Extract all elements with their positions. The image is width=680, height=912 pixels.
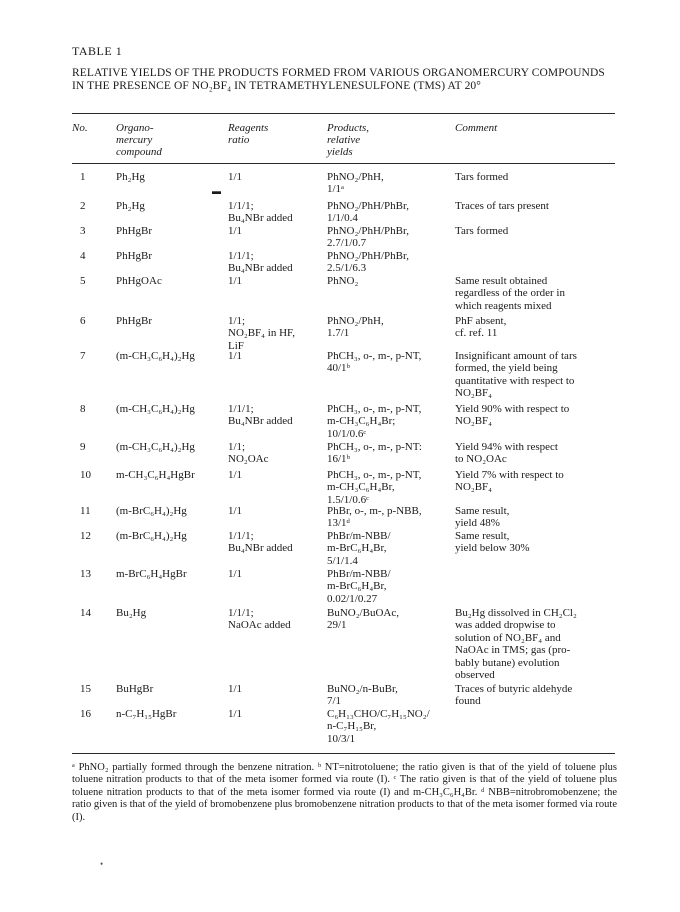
products-yields-cell: PhNO₂/PhH/PhBr, 2.5/1/6.3 (327, 250, 409, 275)
table-top-rule (72, 113, 615, 114)
comment-cell: Insignificant amount of tars formed, the yield being quantitative with respect to NO₂BF₄ (455, 350, 577, 400)
row-number-cell: 13 (80, 568, 91, 580)
comment-cell: Same result, yield below 30% (455, 530, 530, 555)
stray-dot: • (100, 859, 104, 869)
reagents-ratio-cell: 1/1/1; Bu₄NBr added (228, 530, 293, 555)
row-number-cell: 11 (80, 505, 91, 517)
products-yields-cell: PhCH₃, o-, m-, p-NT, m-CH₃C₆H₄Br, 1.5/1/0.6ᶜ (327, 469, 422, 506)
comment-cell: Bu₂Hg dissolved in CH₂Cl₂ was added dropwise to solution of NO₂BF₄ and NaOAc in TMS; gas (pro- bably butane) evolution observed (455, 607, 577, 682)
products-yields-cell: PhNO₂/PhH/PhBr, 1/1/0.4 (327, 200, 409, 225)
table-footnotes: ᵃ PhNO₂ partially formed through the benzene nitration. ᵇ NT=nitrotoluene; the ratio given is that of the yield of toluene plus toluene nitration products to that of the meta isomer formed via route (I). ᶜ The ratio given is that of the yield of toluene plus toluene nitration products to that of the meta isomer formed via route (I) and m-CH₃C₆H₄Br. ᵈ NBB=nitrobromobenzene; the ratio given is that of the yield of bromobenzene plus bromobenzene nitration products to that of the meta isomer formed via route (I). (72, 762, 617, 823)
row-number-cell: 3 (80, 225, 86, 237)
reagents-ratio-cell: 1/1/1; NaOAc added (228, 607, 291, 632)
header-products-relative-yields: Products, relative yields (327, 122, 370, 158)
reagents-ratio-cell: 1/1 (228, 708, 243, 720)
table-caption: RELATIVE YIELDS OF THE PRODUCTS FORMED FROM VARIOUS ORGANOMERCURY COMPOUNDS IN THE PRESENCE OF NO₂BF₄ IN TETRAMETHYLENESULFONE (TMS) AT 20° (72, 67, 605, 92)
comment-cell: Same result, yield 48% (455, 505, 510, 530)
products-yields-cell: PhBr, o-, m-, p-NBB, 13/1ᵈ (327, 505, 422, 530)
reagents-ratio-cell: 1/1/1; Bu₄NBr added (228, 250, 293, 275)
comment-cell: PhF absent, cf. ref. 11 (455, 315, 507, 340)
organomercury-compound-cell: (m-CH₃C₆H₄)₂Hg (116, 441, 195, 453)
row-number-cell: 16 (80, 708, 91, 720)
organomercury-compound-cell: (m-CH₃C₆H₄)₂Hg (116, 350, 195, 362)
organomercury-compound-cell: Ph₂Hg (116, 200, 145, 212)
row-number-cell: 7 (80, 350, 86, 362)
row-number-cell: 15 (80, 683, 91, 695)
products-yields-cell: PhCH₃, o-, m-, p-NT: 16/1ᵇ (327, 441, 422, 466)
header-reagents-ratio: Reagents ratio (228, 122, 269, 146)
reagents-ratio-cell: 1/1; NO₂OAc (228, 441, 269, 466)
row-number-cell: 4 (80, 250, 86, 262)
row-number-cell: 14 (80, 607, 91, 619)
products-yields-cell: PhNO₂/PhH/PhBr, 2.7/1/0.7 (327, 225, 409, 250)
header-bottom-rule (72, 163, 615, 164)
organomercury-compound-cell: m-CH₃C₆H₄HgBr (116, 469, 195, 481)
row-number-cell: 12 (80, 530, 91, 542)
comment-cell: Traces of butyric aldehyde found (455, 683, 573, 708)
products-yields-cell: PhNO₂/PhH, 1.7/1 (327, 315, 384, 340)
reagents-ratio-cell: 1/1; NO₂BF₄ in HF, LiF (228, 315, 295, 352)
comment-cell: Tars formed (455, 225, 509, 237)
stray-mark: ▬ (212, 186, 221, 196)
comment-cell: Traces of tars present (455, 200, 549, 212)
products-yields-cell: PhCH₃, o-, m-, p-NT, 40/1ᵇ (327, 350, 422, 375)
reagents-ratio-cell: 1/1 (228, 469, 243, 481)
organomercury-compound-cell: PhHgBr (116, 315, 153, 327)
reagents-ratio-cell: 1/1 (228, 225, 243, 237)
comment-cell: Yield 90% with respect to NO₂BF₄ (455, 403, 570, 428)
reagents-ratio-cell: 1/1 (228, 568, 243, 580)
organomercury-compound-cell: (m-CH₃C₆H₄)₂Hg (116, 403, 195, 415)
organomercury-compound-cell: n-C₇H₁₅HgBr (116, 708, 177, 720)
products-yields-cell: BuNO₂/n-BuBr, 7/1 (327, 683, 398, 708)
products-yields-cell: PhCH₃, o-, m-, p-NT, m-CH₃C₆H₄Br; 10/1/0.6ᶜ (327, 403, 422, 440)
products-yields-cell: PhBr/m-NBB/ m-BrC₆H₄Br, 0.02/1/0.27 (327, 568, 391, 605)
products-yields-cell: PhBr/m-NBB/ m-BrC₆H₄Br, 5/1/1.4 (327, 530, 391, 567)
row-number-cell: 1 (80, 171, 86, 183)
table-label: TABLE 1 (72, 44, 123, 58)
row-number-cell: 5 (80, 275, 86, 287)
organomercury-compound-cell: Bu₂Hg (116, 607, 147, 619)
organomercury-compound-cell: (m-BrC₆H₄)₂Hg (116, 530, 187, 542)
row-number-cell: 10 (80, 469, 91, 481)
header-no: No. (72, 122, 88, 134)
products-yields-cell: PhNO₂/PhH, 1/1ᵃ (327, 171, 384, 196)
products-yields-cell: BuNO₂/BuOAc, 29/1 (327, 607, 399, 632)
comment-cell: Yield 94% with respect to NO₂OAc (455, 441, 558, 466)
organomercury-compound-cell: PhHgOAc (116, 275, 162, 287)
organomercury-compound-cell: (m-BrC₆H₄)₂Hg (116, 505, 187, 517)
row-number-cell: 8 (80, 403, 86, 415)
organomercury-compound-cell: PhHgBr (116, 225, 153, 237)
row-number-cell: 9 (80, 441, 86, 453)
organomercury-compound-cell: Ph₂Hg (116, 171, 145, 183)
row-number-cell: 2 (80, 200, 86, 212)
reagents-ratio-cell: 1/1 (228, 683, 243, 695)
comment-cell: Yield 7% with respect to NO₂BF₄ (455, 469, 564, 494)
reagents-ratio-cell: 1/1 (228, 350, 243, 362)
products-yields-cell: PhNO₂ (327, 275, 359, 287)
header-organomercury-compound: Organo- mercury compound (116, 122, 162, 158)
organomercury-compound-cell: PhHgBr (116, 250, 153, 262)
comment-cell: Same result obtained regardless of the order in which reagents mixed (455, 275, 565, 312)
organomercury-compound-cell: BuHgBr (116, 683, 154, 695)
reagents-ratio-cell: 1/1/1; Bu₄NBr added (228, 200, 293, 225)
row-number-cell: 6 (80, 315, 86, 327)
header-comment: Comment (455, 122, 498, 134)
organomercury-compound-cell: m-BrC₆H₄HgBr (116, 568, 187, 580)
table-bottom-rule (72, 753, 615, 754)
reagents-ratio-cell: 1/1 (228, 505, 243, 517)
reagents-ratio-cell: 1/1/1; Bu₄NBr added (228, 403, 293, 428)
products-yields-cell: C₆H₁₃CHO/C₇H₁₅NO₂/ n-C₇H₁₅Br, 10/3/1 (327, 708, 430, 745)
reagents-ratio-cell: 1/1 (228, 171, 243, 183)
comment-cell: Tars formed (455, 171, 509, 183)
reagents-ratio-cell: 1/1 (228, 275, 243, 287)
